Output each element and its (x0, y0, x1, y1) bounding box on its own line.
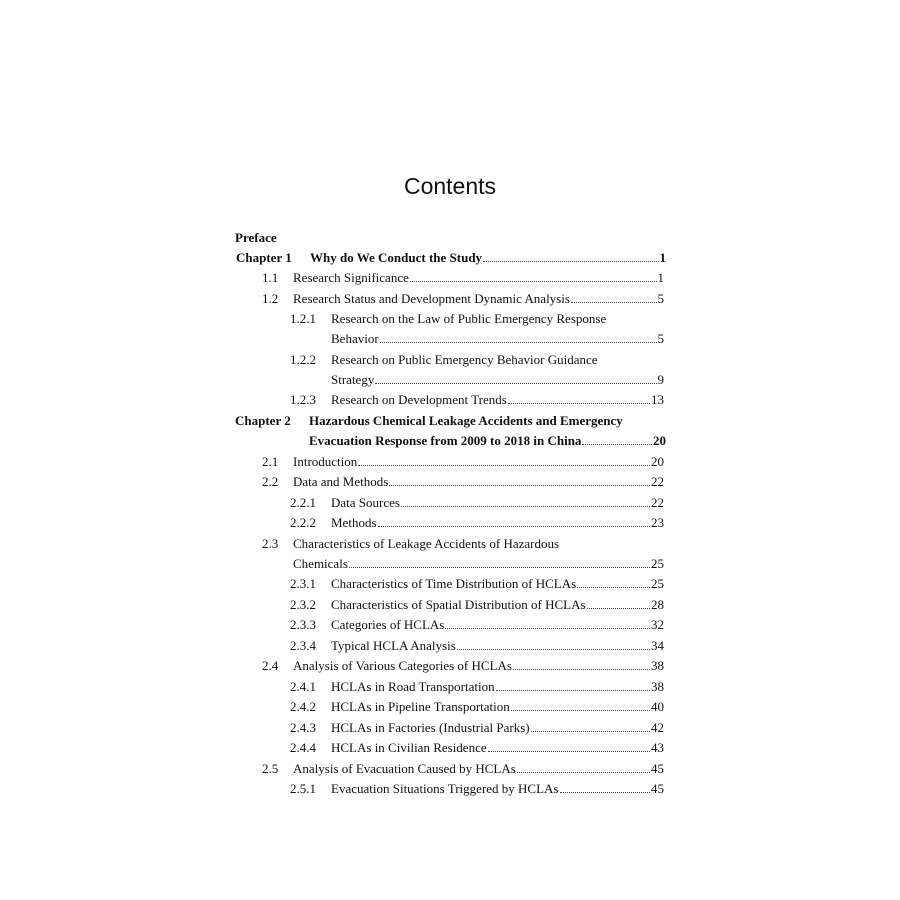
toc-entry-number: 2.4 (262, 658, 279, 673)
toc-entry-title: Research on Development Trends (331, 392, 507, 407)
dot-leader (496, 690, 650, 691)
toc-entry-2-4-4[interactable] (290, 738, 664, 758)
toc-entry-title: Data Sources (331, 495, 400, 510)
toc-entry-2-2[interactable] (262, 472, 664, 492)
toc-entry-page: 22 (651, 495, 664, 510)
toc-entry-1-2-3[interactable] (290, 390, 664, 410)
toc-entry-number: Chapter 2 (235, 413, 291, 428)
toc-entry-chapter-2[interactable] (235, 411, 623, 431)
toc-entry-page: 9 (657, 372, 664, 387)
toc-entry-title: Research Status and Development Dynamic Analysis (293, 291, 570, 306)
toc-entry-page: 45 (651, 761, 664, 776)
toc-entry-1-1[interactable] (262, 268, 664, 288)
dot-leader (389, 485, 650, 486)
toc-entry-page: 20 (653, 433, 666, 448)
toc-entry-number: 2.3.3 (290, 617, 316, 632)
dot-leader (587, 608, 650, 609)
toc-entry-number: 2.4.1 (290, 679, 316, 694)
toc-entry-number: 2.3.1 (290, 576, 316, 591)
toc-entry-page: 28 (651, 597, 664, 612)
toc-entry-title: HCLAs in Pipeline Transportation (331, 699, 510, 714)
toc-entry-title: Strategy (331, 372, 375, 387)
toc-entry-number: 1.1 (262, 270, 279, 285)
toc-entry-title: Categories of HCLAs (331, 617, 445, 632)
toc-entry-title: Research on the Law of Public Emergency Response (331, 311, 607, 326)
dot-leader (577, 587, 650, 588)
toc-entry-title: Introduction (293, 454, 358, 469)
toc-entry-number: 2.5.1 (290, 781, 316, 796)
toc-entry-2-4-3[interactable] (290, 718, 664, 738)
toc-entry-number: 2.4.3 (290, 720, 316, 735)
toc-entry-title: HCLAs in Road Transportation (331, 679, 495, 694)
toc-entry-title: Characteristics of Spatial Distribution of HCLAs (331, 597, 586, 612)
toc-entry-page: 5 (657, 331, 664, 346)
toc-entry-page: 25 (651, 556, 664, 571)
toc-entry-page: 38 (651, 679, 664, 694)
toc-entry-2-3-continued[interactable] (293, 554, 664, 574)
toc-entry-title: HCLAs in Factories (Industrial Parks) (331, 720, 530, 735)
toc-entry-2-4[interactable] (262, 656, 664, 676)
toc-entry-page: 34 (651, 638, 664, 653)
toc-entry-title: Characteristics of Time Distribution of HCLAs (331, 576, 577, 591)
toc-entry-page: 5 (657, 291, 664, 306)
toc-entry-title: Research on Public Emergency Behavior Guidance (331, 352, 598, 367)
toc-entry-page: 43 (651, 740, 664, 755)
toc-entry-page: 40 (651, 699, 664, 714)
toc-entry-page: 22 (651, 474, 664, 489)
dot-leader (511, 710, 650, 711)
toc-entry-2-1[interactable] (262, 452, 664, 472)
toc-entry-page: 1 (657, 270, 664, 285)
toc-entry-title: Hazardous Chemical Leakage Accidents and Emergency (309, 413, 623, 428)
dot-leader (582, 444, 652, 445)
toc-entry-title: HCLAs in Civilian Residence (331, 740, 487, 755)
toc-entry-2-4-2[interactable] (290, 697, 664, 717)
dot-leader (375, 383, 656, 384)
toc-entry-page: 42 (651, 720, 664, 735)
dot-leader (513, 669, 650, 670)
toc-entry-title: Behavior (331, 331, 379, 346)
toc-entry-2-5[interactable] (262, 759, 664, 779)
toc-entry-chapter-1[interactable] (236, 248, 666, 268)
toc-entry-2-2-1[interactable] (290, 493, 664, 513)
toc-entry-page: 23 (651, 515, 664, 530)
toc-entry-title: Why do We Conduct the Study (310, 250, 483, 265)
dot-leader (517, 772, 650, 773)
toc-entry-number: 2.4.4 (290, 740, 316, 755)
toc-entry-number: 2.2.1 (290, 495, 316, 510)
toc-entry-2-3[interactable] (262, 534, 559, 554)
toc-entry-page: 1 (659, 250, 666, 265)
toc-entry-number: 2.2 (262, 474, 279, 489)
toc-entry-chapter-2-continued[interactable] (309, 431, 666, 451)
toc-entry-number: 1.2.1 (290, 311, 316, 326)
toc-entry-number: 1.2 (262, 291, 279, 306)
dot-leader (410, 281, 657, 282)
toc-entry-title: Methods (331, 515, 377, 530)
toc-entry-title: Typical HCLA Analysis (331, 638, 456, 653)
toc-entry-page: 25 (651, 576, 664, 591)
toc-entry-2-3-3[interactable] (290, 615, 664, 635)
toc-entry-2-3-2[interactable] (290, 595, 664, 615)
toc-entry-2-3-1[interactable] (290, 574, 664, 594)
toc-entry-2-4-1[interactable] (290, 677, 664, 697)
toc-entry-2-2-2[interactable] (290, 513, 664, 533)
toc-entry-title: Characteristics of Leakage Accidents of Hazardous (293, 536, 560, 551)
page-title: Contents (403, 173, 497, 199)
toc-entry-preface[interactable] (235, 228, 277, 248)
toc-entry-1-2[interactable] (262, 289, 664, 309)
toc-entry-title: Research Significance (293, 270, 409, 285)
toc-entry-page: 20 (651, 454, 664, 469)
toc-entry-number: 2.1 (262, 454, 279, 469)
toc-entry-page: 45 (651, 781, 664, 796)
dot-leader (560, 792, 651, 793)
toc-entry-title: Analysis of Various Categories of HCLAs (293, 658, 512, 673)
toc-entry-page: 13 (651, 392, 664, 407)
toc-entry-number: 1.2.3 (290, 392, 316, 407)
toc-entry-number: 1.2.2 (290, 352, 316, 367)
toc-entry-number: 2.3 (262, 536, 279, 551)
toc-entry-page: 32 (651, 617, 664, 632)
dot-leader (380, 342, 657, 343)
toc-entry-title: Chemicals (293, 556, 348, 571)
dot-leader (358, 465, 650, 466)
dot-leader (531, 731, 650, 732)
toc-entry-1-2-2[interactable] (290, 350, 598, 370)
toc-entry-2-5-1[interactable] (290, 779, 664, 799)
dot-leader (349, 567, 650, 568)
dot-leader (488, 751, 650, 752)
dot-leader (508, 403, 650, 404)
dot-leader (483, 261, 658, 262)
toc-entry-title: Preface (235, 230, 277, 245)
toc-entry-2-3-4[interactable] (290, 636, 664, 656)
toc-entry-page: 38 (651, 658, 664, 673)
dot-leader (378, 526, 651, 527)
toc-entry-title: Analysis of Evacuation Caused by HCLAs (293, 761, 516, 776)
toc-entry-title: Data and Methods (293, 474, 389, 489)
toc-entry-1-2-2-continued[interactable] (331, 370, 664, 390)
dot-leader (445, 628, 650, 629)
toc-entry-number: Chapter 1 (236, 250, 292, 265)
toc-entry-1-2-1-continued[interactable] (331, 329, 664, 349)
toc-entry-number: 2.5 (262, 761, 279, 776)
toc-entry-number: 2.3.4 (290, 638, 316, 653)
dot-leader (571, 302, 657, 303)
dot-leader (401, 506, 650, 507)
dot-leader (457, 649, 650, 650)
toc-entry-number: 2.3.2 (290, 597, 316, 612)
toc-entry-number: 2.4.2 (290, 699, 316, 714)
toc-entry-title: Evacuation Situations Triggered by HCLAs (331, 781, 559, 796)
toc-entry-1-2-1[interactable] (290, 309, 606, 329)
toc-entry-title: Evacuation Response from 2009 to 2018 in China (309, 433, 582, 448)
toc-entry-number: 2.2.2 (290, 515, 316, 530)
